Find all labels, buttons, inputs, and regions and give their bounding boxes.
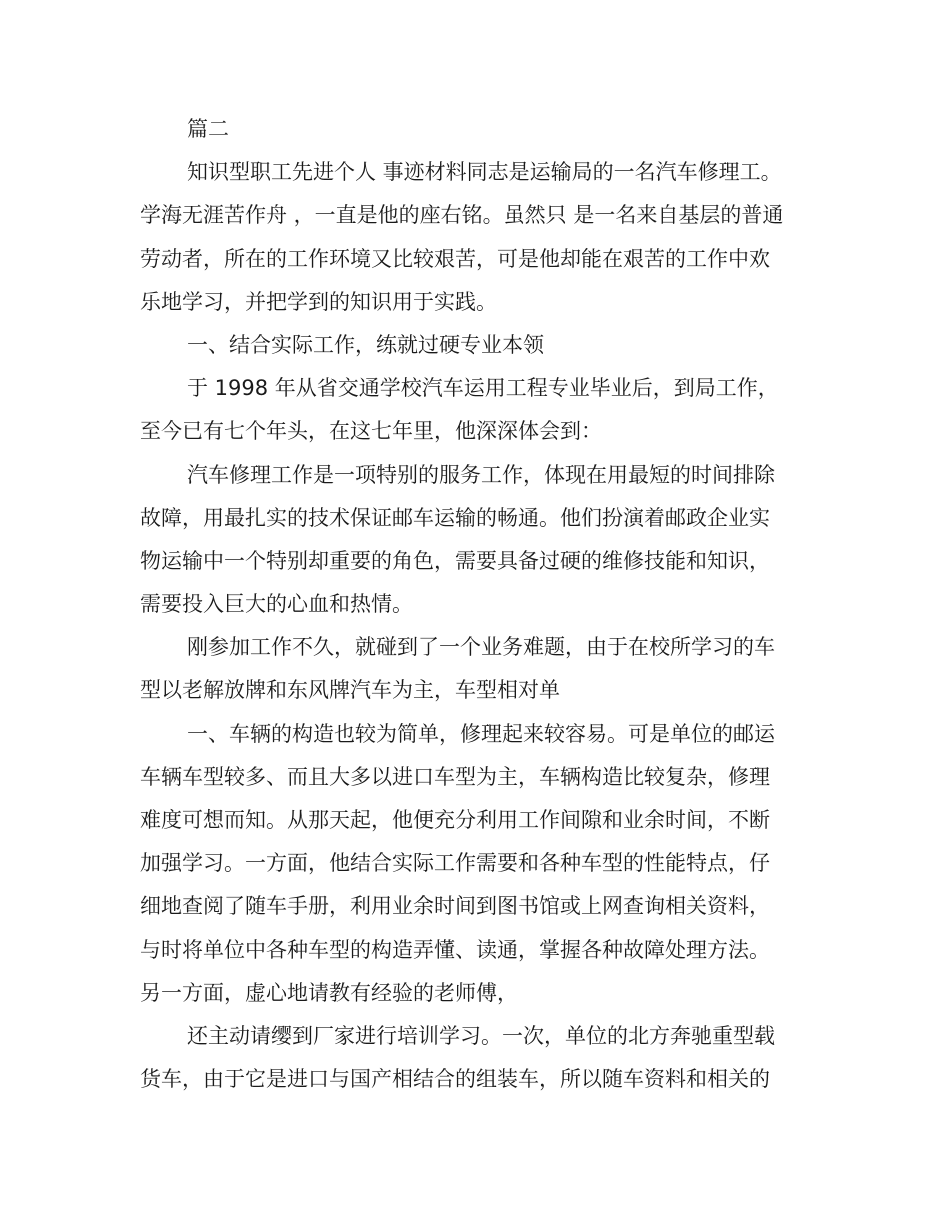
document-body [140,108,810,1101]
text-line: 型以老解放牌和东风牌汽车为主，车型相对单 [140,678,560,703]
subsection-heading: 一、结合实际工作，练就过硬专业本领 [187,332,544,357]
text-line: 难度可想而知。从那天起，他便充分利用工作间隙和业余时间，不断 [140,808,770,832]
text-line: 一、车辆的构造也较为简单，修理起来较容易。可是单位的邮运 [187,721,775,746]
text-line: 刚参加工作不久，就碰到了一个业务难题，由于在校所学习的车 [187,635,775,660]
text-line: 故障，用最扎实的技术保证邮车运输的畅通。他们扮演着邮政企业实 [140,505,770,530]
text-line: 学海无涯苦作舟 ，一直是他的座右铭。虽然只 是一名来自基层的普通 [140,203,784,228]
text-line: 货车，由于它是进口与国产相结合的组装车，所以随车资料和相关的 [140,1067,770,1092]
text-line: 至今已有七个年头，在这七年里，他深深体会到： [140,419,602,444]
text-line: 车辆车型较多、而且大多以进口车型为主，车辆构造比较复杂，修理 [140,764,770,789]
text-line: 另一方面，虚心地请教有经验的老师傅， [140,980,518,1005]
section-heading: 篇二 [187,117,229,141]
text-line: 于 1998 年从省交通学校汽车运用工程专业毕业后，到局工作， [187,376,779,401]
text-line: 细地查阅了随车手册，利用业余时间到图书馆或上网查询相关资料， [140,894,770,919]
text-line: 乐地学习，并把学到的知识用于实践。 [140,289,497,314]
text-line: 汽车修理工作是一项特别的服务工作，体现在用最短的时间排除 [187,462,775,487]
text-line: 劳动者，所在的工作环境又比较艰苦，可是他却能在艰苦的工作中欢 [140,246,770,271]
text-line: 知识型职工先进个人 事迹材料同志是运输局的一名汽车修理工。 [187,160,782,185]
text-line: 与时将单位中各种车型的构造弄懂、读通，掌握各种故障处理方法。 [140,937,770,962]
text-line: 还主动请缨到厂家进行培训学习。一次，单位的北方奔驰重型载 [187,1023,775,1048]
text-line: 需要投入巨大的心血和热情。 [140,592,413,617]
text-line: 加强学习。一方面，他结合实际工作需要和各种车型的性能特点，仔 [140,851,770,876]
text-line: 物运输中一个特别却重要的角色，需要具备过硬的维修技能和知识， [140,548,770,573]
